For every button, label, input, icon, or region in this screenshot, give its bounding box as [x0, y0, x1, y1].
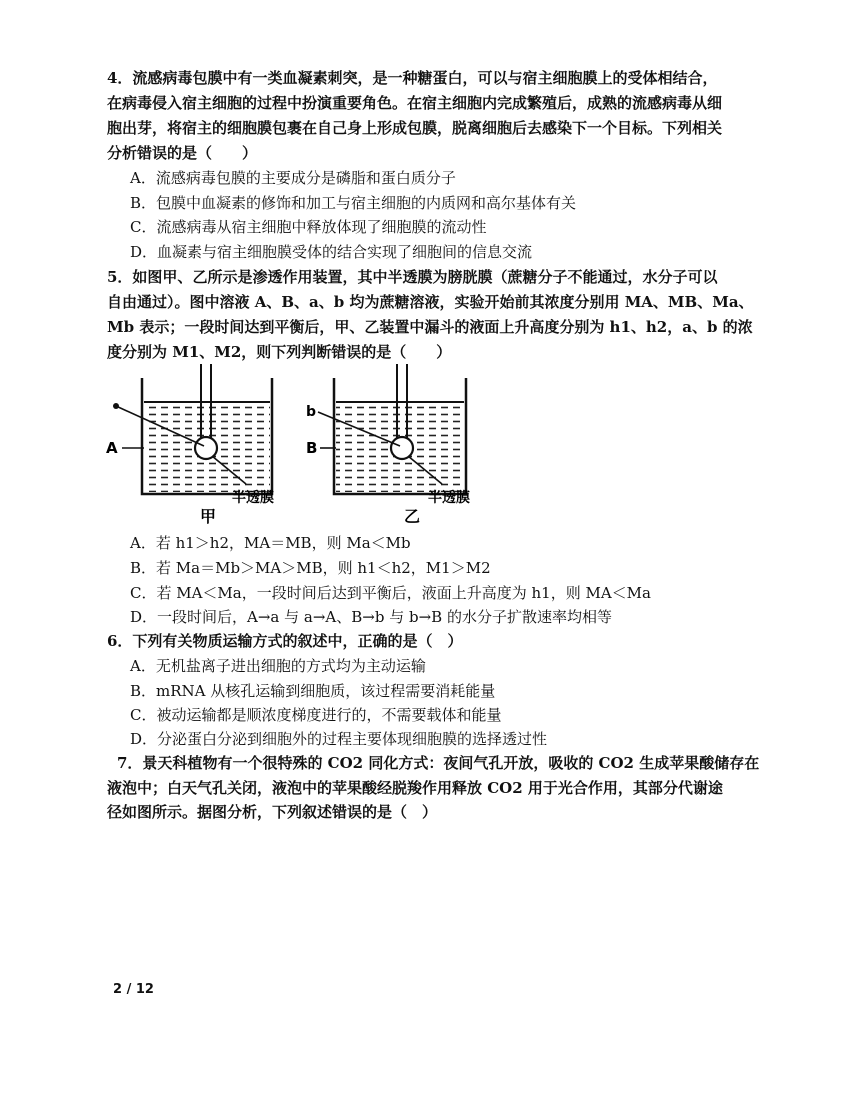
- q7-stem-line-2: 液泡中；白天气孔关闭，液泡中的苹果酸经脱羧作用释放 CO2 用于光合作用，其部分代谢途: [107, 779, 723, 797]
- solution-label-a-upper: A: [106, 439, 118, 457]
- q7-stem-line-1: 7．景天科植物有一个很特殊的 CO2 同化方式：夜间气孔开放，吸收的 CO2 生成苹果酸储存在: [117, 754, 760, 772]
- q4-stem-line-3: 胞出芽，将宿主的细胞膜包裹在自己身上形成包膜，脱离细胞后去感染下一个目标。下列相关: [107, 119, 723, 137]
- osmosis-apparatus-jia: [100, 362, 300, 532]
- page-number: 2 / 12: [113, 982, 154, 997]
- solution-label-b-upper: B: [306, 439, 318, 457]
- caption-yi: 乙: [404, 507, 421, 526]
- caption-jia: 甲: [200, 507, 217, 526]
- q6-option-c: C．被动运输都是顺浓度梯度进行的，不需要载体和能量: [130, 706, 502, 724]
- q5-stem-line-1: 5．如图甲、乙所示是渗透作用装置，其中半透膜为膀胱膜（蔗糖分子不能通过，水分子可以: [107, 268, 718, 286]
- q4-stem-line-2: 在病毒侵入宿主细胞的过程中扮演重要角色。在宿主细胞内完成繁殖后，成熟的流感病毒从细: [107, 94, 723, 112]
- q7-stem-line-3: 径如图所示。据图分析，下列叙述错误的是（ ）: [107, 803, 438, 821]
- q5-option-b: B．若 Ma＝Mb＞MA＞MB，则 h1＜h2，M1＞M2: [130, 559, 491, 577]
- q6-option-b: B．mRNA 从核孔运输到细胞质，该过程需要消耗能量: [130, 682, 496, 700]
- q5-option-c: C．若 MA＜Ma，一段时间后达到平衡后，液面上升高度为 h1，则 MA＜Ma: [130, 584, 651, 602]
- q5-stem-line-3: Mb 表示；一段时间达到平衡后，甲、乙装置中漏斗的液面上升高度分别为 h1、h2，a、b 的浓: [107, 318, 753, 336]
- q4-option-d: D．血凝素与宿主细胞膜受体的结合实现了细胞间的信息交流: [130, 243, 533, 261]
- membrane-label-yi: 半透膜: [428, 490, 470, 506]
- q5-option-a: A．若 h1＞h2，MA＝MB，则 Ma＜Mb: [130, 534, 411, 552]
- q4-stem-line-4: 分析错误的是（ ）: [107, 144, 258, 162]
- osmosis-apparatus-yi: [296, 362, 496, 532]
- q5-stem-line-2: 自由通过）。图中溶液 A、B、a、b 均为蔗糖溶液，实验开始前其浓度分别用 MA、MB、Ma、: [107, 293, 754, 311]
- q5-stem-line-4: 度分别为 M1、M2，则下列判断错误的是（ ）: [107, 343, 452, 361]
- funnel-label-b: b: [306, 404, 317, 420]
- membrane-label-jia: 半透膜: [232, 490, 274, 506]
- q4-option-b: B．包膜中血凝素的修饰和加工与宿主细胞的内质网和高尔基体有关: [130, 194, 577, 212]
- q4-option-a: A．流感病毒包膜的主要成分是磷脂和蛋白质分子: [130, 169, 456, 187]
- q6-option-d: D．分泌蛋白分泌到细胞外的过程主要体现细胞膜的选择透过性: [130, 730, 548, 748]
- q4-option-c: C．流感病毒从宿主细胞中释放体现了细胞膜的流动性: [130, 218, 487, 236]
- q6-option-a: A．无机盐离子进出细胞的方式均为主动运输: [130, 657, 426, 675]
- q6-stem: 6．下列有关物质运输方式的叙述中，正确的是（ ）: [107, 632, 463, 650]
- q5-option-d: D．一段时间后，A→a 与 a→A、B→b 与 b→B 的水分子扩散速率均相等: [130, 608, 612, 626]
- q4-stem-line-1: 4．流感病毒包膜中有一类血凝素刺突，是一种糖蛋白，可以与宿主细胞膜上的受体相结合，: [107, 69, 718, 87]
